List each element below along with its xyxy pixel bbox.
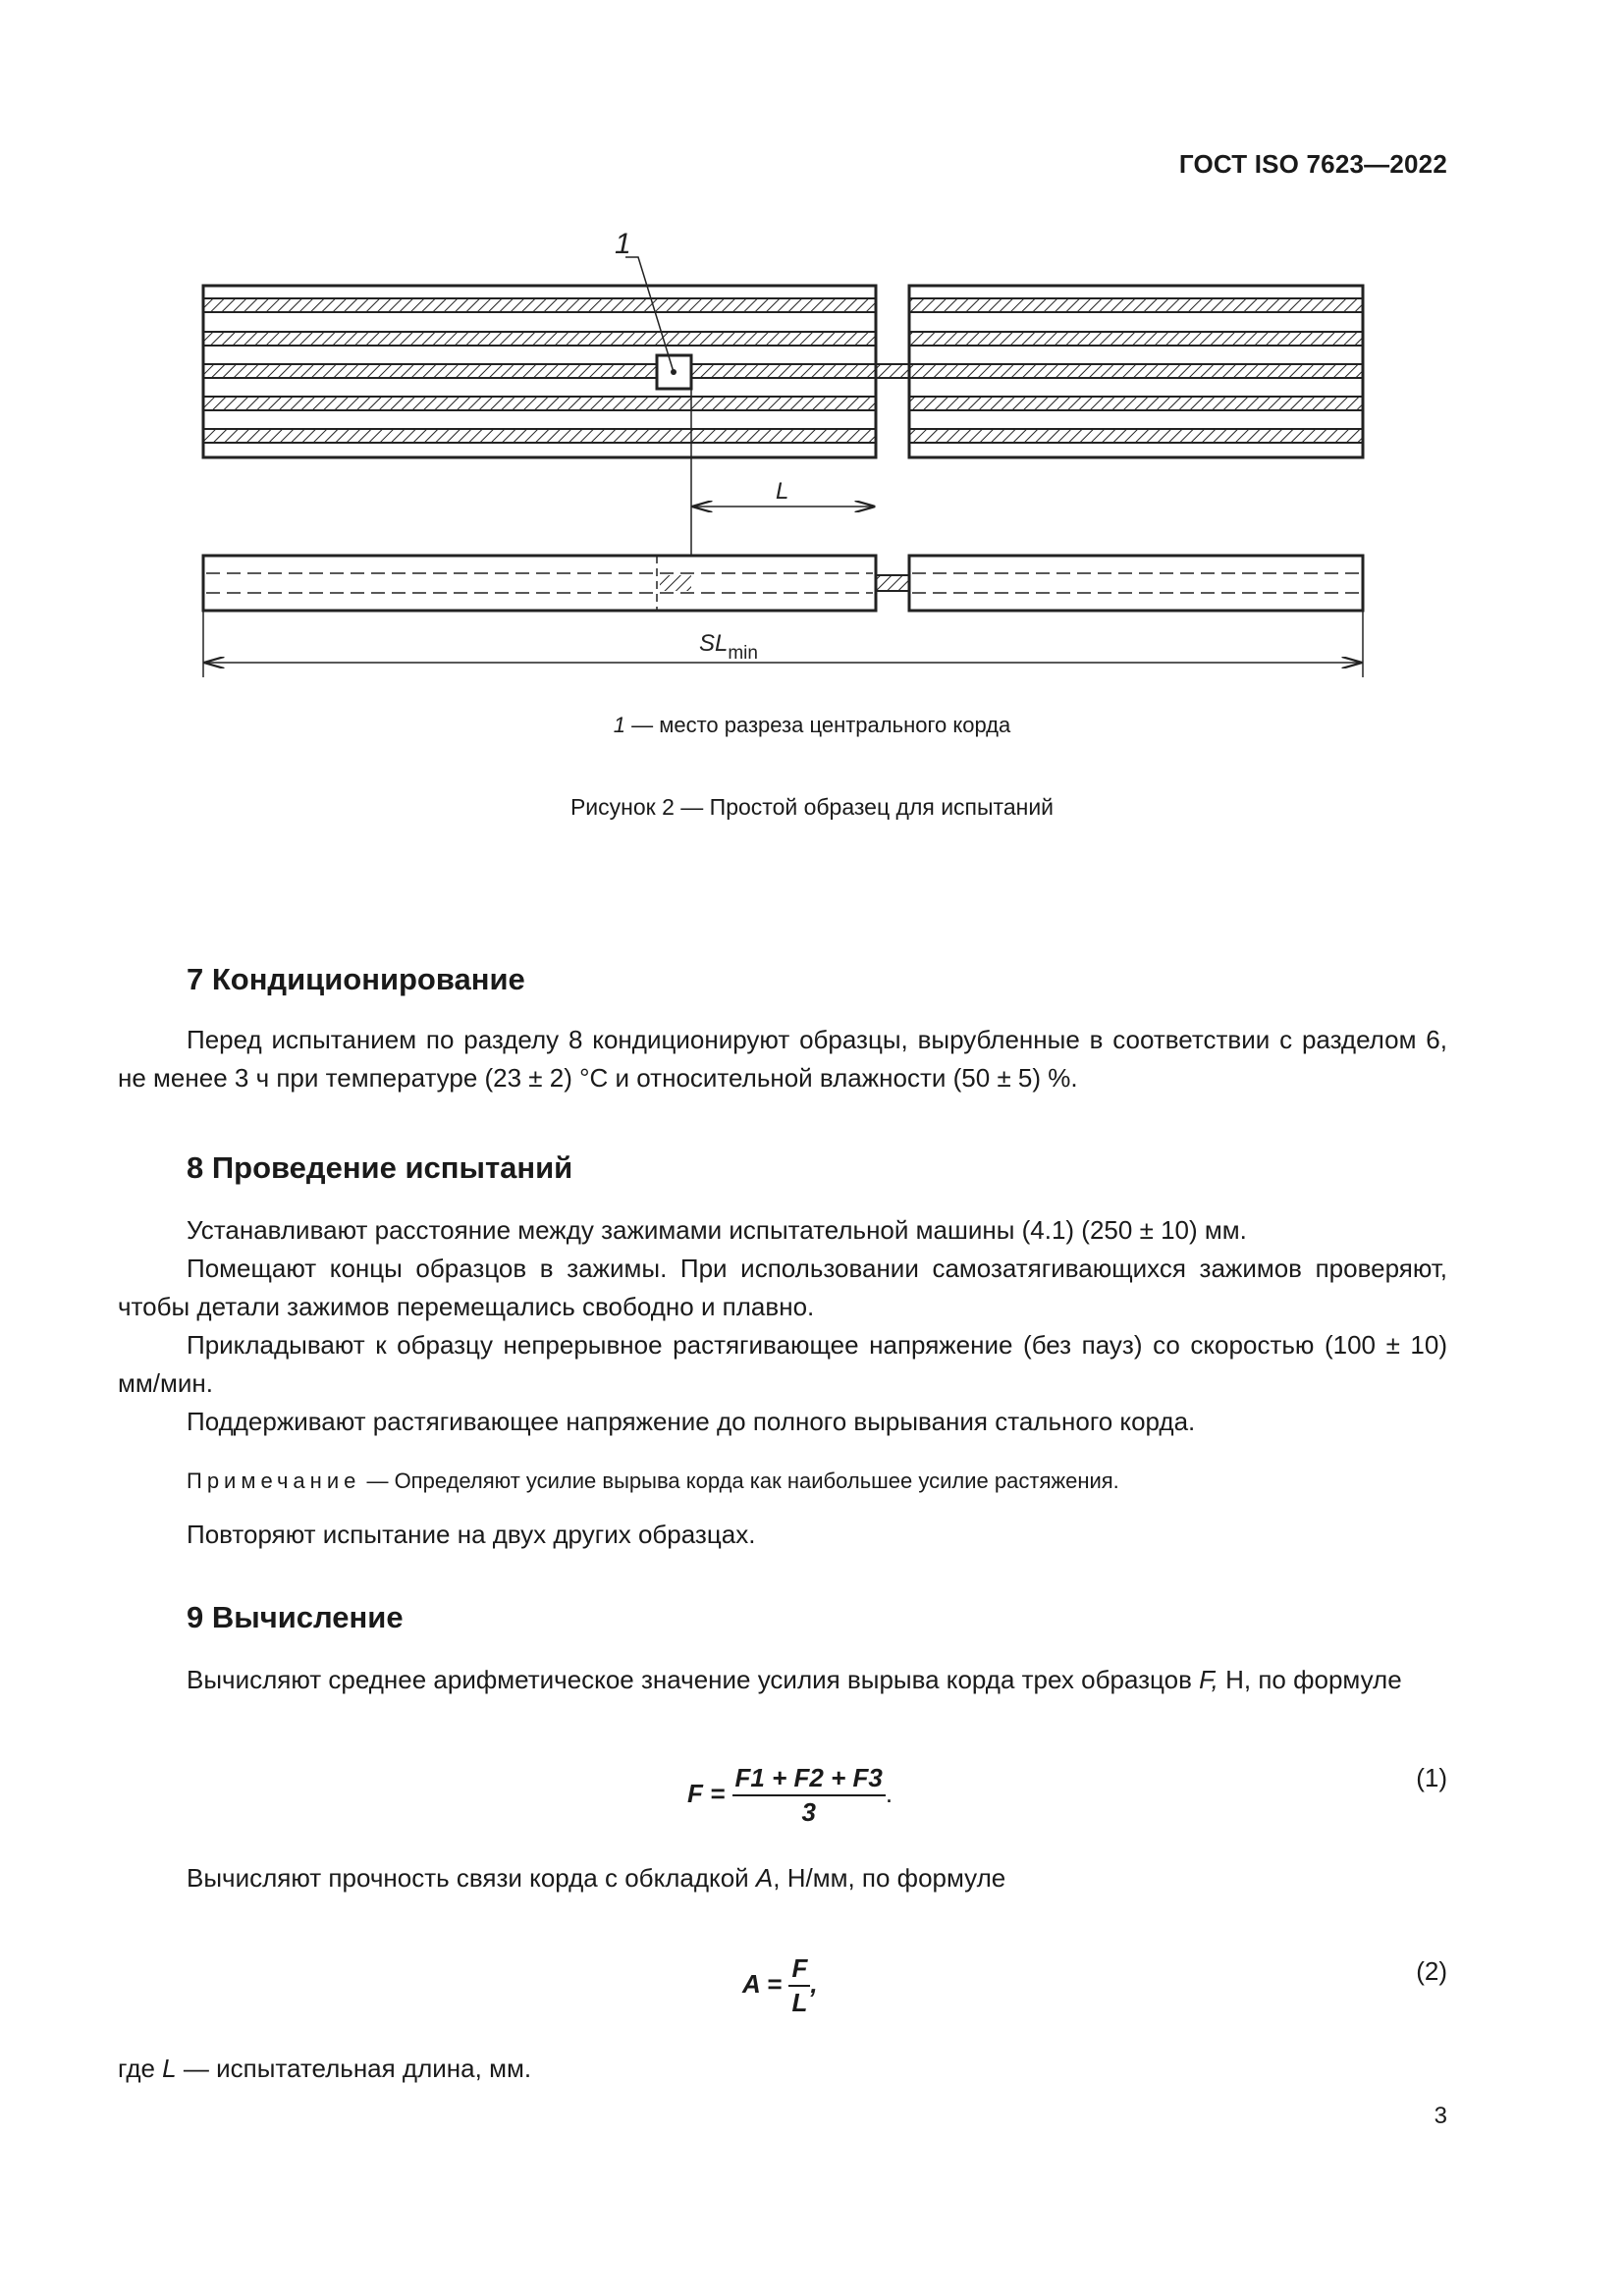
formula-2: A = $\frac{F}{L}$ , [742,1953,818,2017]
formula-1: F = $\frac{F1 + F2 + F3}{3}$ . [687,1763,893,1827]
top-view-right-block [909,286,1363,457]
formula-2-lhs: A = [742,1968,783,1999]
note-label: Примечание [187,1468,361,1493]
section-8-paragraph-5: Повторяют испытание на двух других образцах. [187,1520,756,1549]
section-8-paragraph-4: Поддерживают растягивающее напряжение до полного вырывания стального корда. [187,1407,1196,1436]
top-view-left-block [203,286,876,457]
note-text: — Определяют усилие вырыва корда как наибольшее усилие растяжения. [360,1468,1119,1493]
section-8-paragraph-3: Прикладывают к образцу непрерывное растягивающее напряжение (без пауз) со скоростью (100 ± 10) мм/мин. [118,1330,1447,1398]
section-9-paragraph-1: Вычисляют среднее арифметическое значение усилия вырыва корда трех образцов F, Н, по формуле [187,1665,1402,1694]
formula-1-numerator: F1 + F2 + F3 [732,1763,886,1796]
figure-legend: 1 — место разреза центрального корда [613,713,1011,737]
section-8-heading: 8 Проведение испытаний [187,1150,573,1185]
section-9-heading: 9 Вычисление [187,1600,404,1634]
formula-2-denominator: L [791,1988,808,2017]
dimension-SL-subscript: min [728,643,758,664]
page-number: 3 [1434,2103,1447,2129]
side-view [203,556,1363,611]
formula-2-numerator: F [788,1953,810,1987]
section-9-paragraph-2: Вычисляют прочность связи корда с обкладкой A, Н/мм, по формуле [187,1863,1006,1893]
formula-1-denominator: 3 [801,1797,816,1827]
document-id: ГОСТ ISO 7623—2022 [1178,149,1447,179]
central-cord-bridge [876,364,909,378]
svg-text:SLmin [699,630,758,664]
dimension-L-label: L [776,478,789,505]
dimension-SL-label: SL [699,630,729,657]
section-8-note [187,1468,1119,1494]
equation-number-1: (1) [1416,1763,1447,1792]
figure-2-drawing [0,0,1624,707]
section-7-paragraph: Перед испытанием по разделу 8 кондиционируют образцы, вырубленные в соответствии с разделом 6, не менее 3 ч при температуре (23 ± 2) °С и относительной влажности (50 ± 5) %. [118,1025,1447,1093]
section-8-paragraph-2: Помещают концы образцов в зажимы. При использовании самозатягивающихся зажимов проверяют, чтобы детали зажимов перемещались свободно и плавно. [118,1254,1447,1321]
equation-number-2: (2) [1416,1956,1447,1986]
section-7-heading: 7 Кондиционирование [187,962,525,996]
where-clause: где L — испытательная длина, мм. [118,2054,532,2083]
section-8-paragraph-1: Устанавливают расстояние между зажимами испытательной машины (4.1) (250 ± 10) мм. [187,1215,1247,1245]
figure-caption: Рисунок 2 — Простой образец для испытаний [569,794,1055,820]
formula-1-lhs: F = [687,1778,726,1808]
callout-number-1: 1 [615,228,631,260]
